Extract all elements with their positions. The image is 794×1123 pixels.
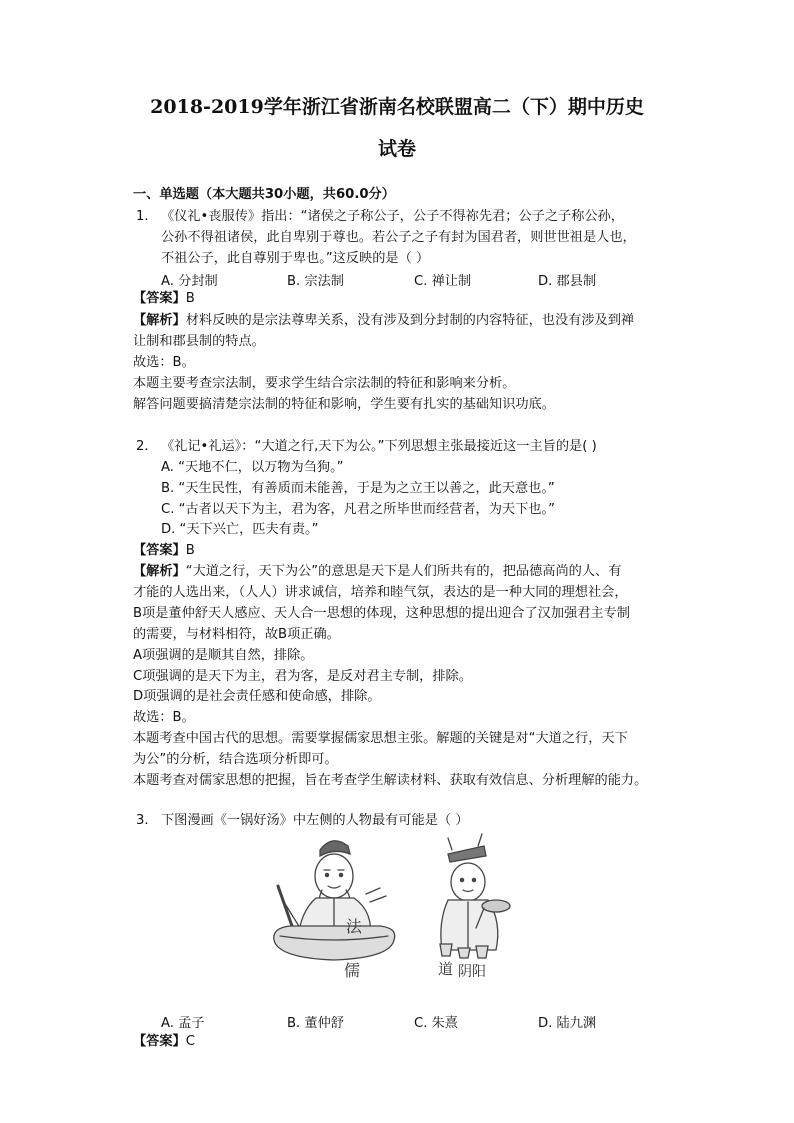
q1-option-b: B. 宗法制 (287, 274, 344, 289)
q3-number: 3. (136, 813, 149, 828)
analysis-tag: 【解析】 (133, 564, 186, 579)
q3-option-b: B. 董仲舒 (287, 1016, 344, 1031)
figure-label-dao: 道 (438, 960, 454, 978)
q2-option-a: A. “天地不仁，以万物为刍狗。” (161, 460, 344, 475)
q2-analysis-text-1: “大道之行，天下为公”的意思是天下是人们所共有的，把品德高尚的人、有 (185, 564, 622, 579)
q1-conclusion: 故选：B。 (133, 355, 195, 370)
q3-option-c: C. 朱熹 (414, 1016, 458, 1031)
q1-option-d: D. 郡县制 (538, 274, 597, 289)
figure-label-yinyang: 阴阳 (458, 964, 486, 980)
q1-option-a: A. 分封制 (161, 274, 218, 289)
q2-analysis-line-6: C项强调的是天下为主，君为客，是反对君主专制，排除。 (133, 669, 472, 684)
title-line-2: 试卷 (377, 138, 416, 160)
q2-analysis-line-2: 才能的人选出来，（人人）讲求诚信，培养和睦气氛，表达的是一种大同的理想社会， (133, 585, 628, 600)
q1-note-2: 解答问题要搞清楚宗法制的特征和影响，学生要有扎实的基础知识功底。 (133, 397, 555, 412)
q1-analysis-text-1: 材料反映的是宗法尊卑关系，没有涉及到分封制的内容特征，也没有涉及到禅 (185, 313, 635, 328)
section-heading: 一、单选题（本大题共30小题，共60.0分） (133, 187, 395, 202)
q2-answer-value: B (185, 543, 195, 558)
q3-stem: 下图漫画《一锅好汤》中左侧的人物最有可能是（ ） (161, 813, 469, 828)
cartoon-figure (270, 832, 520, 982)
q1-note-1: 本题主要考查宗法制，要求学生结合宗法制的特征和影响来分析。 (133, 376, 516, 391)
q2-analysis-line-10: 为公”的分析，结合选项分析即可。 (133, 752, 338, 767)
q2-analysis-line-5: A项强调的是顺其自然，排除。 (133, 648, 314, 663)
title-line-1: 2018-2019学年浙江省浙南名校联盟高二（下）期中历史 (150, 96, 644, 118)
answer-tag: 【答案】 (133, 1034, 186, 1049)
q1-answer-value: B (185, 291, 195, 306)
q1-stem-line-2: 公孙不得祖诸侯，此自卑别于尊也。若公子之子有封为国君者，则世世祖是人也， (161, 230, 636, 245)
q1-stem-line-1: 《仪礼•丧服传》指出：“诸侯之子称公子，公子不得祢先君；公子之子称公孙， (161, 209, 624, 224)
q1-option-c: C. 禅让制 (414, 274, 472, 289)
q2-option-d: D. “天下兴亡，匹夫有责。” (161, 522, 319, 537)
q3-answer (133, 1033, 195, 1051)
q3-answer-value: C (185, 1034, 195, 1049)
q3-options (161, 1012, 661, 1032)
q2-analysis-line-1 (133, 563, 621, 581)
q2-option-c: C. “古者以天下为主，君为客，凡君之所毕世而经营者，为天下也。” (161, 502, 555, 517)
q2-analysis-line-11: 本题考查对儒家思想的把握，旨在考查学生解读材料、获取有效信息、分析理解的能力。 (133, 773, 648, 788)
q2-analysis-line-3: B项是董仲舒天人感应、天人合一思想的体现，这种思想的提出迎合了汉加强君主专制 (133, 606, 630, 621)
q2-answer (133, 542, 195, 560)
q1-analysis-line-2: 让制和郡县制的特点。 (133, 334, 265, 349)
q3-option-d: D. 陆九渊 (538, 1016, 597, 1031)
q1-options (161, 270, 661, 290)
q2-analysis-line-8: 故选：B。 (133, 710, 195, 725)
answer-tag: 【答案】 (133, 291, 186, 306)
cartoon-illustration (270, 832, 520, 982)
q2-option-b: B. “天生民性，有善质而未能善，于是为之立王以善之，此天意也。” (161, 481, 555, 496)
q1-analysis-line-1 (133, 312, 634, 330)
q2-stem: 《礼记•礼运》：“大道之行,天下为公。”下列思想主张最接近这一主旨的是( ) (161, 439, 597, 454)
q3-option-a: A. 孟子 (161, 1016, 205, 1031)
figure-label-ru: 儒 (344, 961, 361, 980)
q2-analysis-line-7: D项强调的是社会责任感和使命感，排除。 (133, 689, 381, 704)
figure-label-fa: 法 (346, 917, 363, 936)
answer-tag: 【答案】 (133, 543, 186, 558)
q2-analysis-line-4: 的需要，与材料相符，故B项正确。 (133, 627, 340, 642)
q1-answer (133, 290, 195, 308)
q2-number: 2. (136, 439, 149, 454)
q1-number: 1. (136, 209, 149, 224)
q1-stem-line-3: 不祖公子，此自尊别于卑也。”这反映的是（ ） (161, 251, 430, 266)
analysis-tag: 【解析】 (133, 313, 186, 328)
q2-analysis-line-9: 本题考查中国古代的思想。需要掌握儒家思想主张。解题的关键是对“大道之行，天下 (133, 731, 628, 746)
